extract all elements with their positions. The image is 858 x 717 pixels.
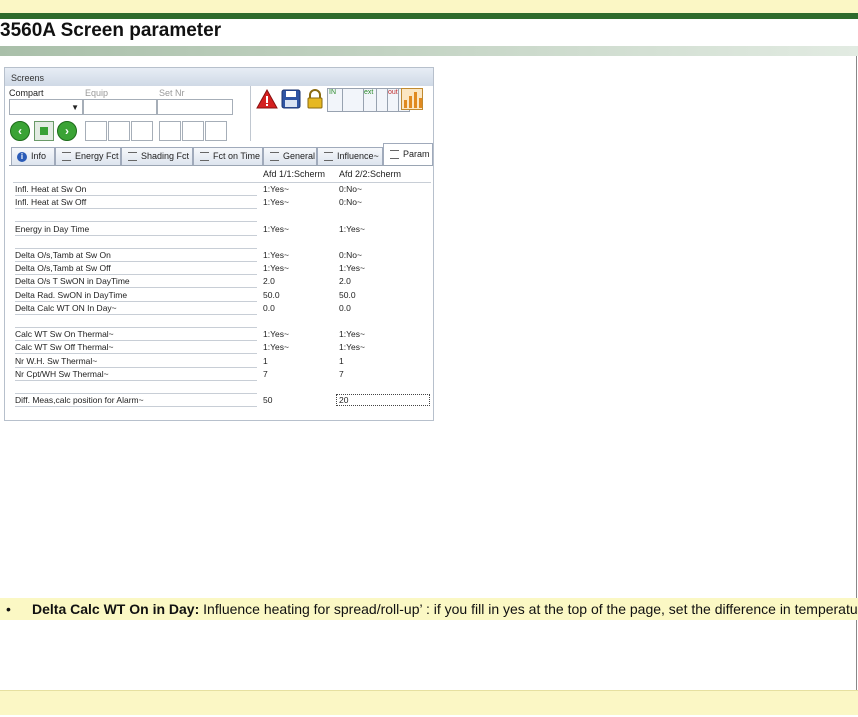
back-arrow-icon[interactable]: ‹ bbox=[10, 121, 30, 141]
table-row[interactable] bbox=[13, 328, 431, 340]
param-name: Infl. Heat at Sw On bbox=[15, 184, 257, 196]
param-value-afd2[interactable]: 20 bbox=[336, 394, 430, 406]
param-value-afd2[interactable]: 1 bbox=[339, 355, 344, 366]
table-row[interactable] bbox=[13, 183, 431, 195]
param-value-afd2[interactable]: 1:Yes~ bbox=[339, 263, 365, 274]
grid-icon bbox=[324, 152, 333, 161]
out-meter-icon[interactable]: out bbox=[387, 88, 399, 112]
grid-icon bbox=[62, 152, 71, 161]
table-row[interactable] bbox=[13, 249, 431, 261]
param-value-afd2[interactable]: 50.0 bbox=[339, 289, 356, 300]
param-name: Nr W.H. Sw Thermal~ bbox=[15, 356, 257, 368]
table-row[interactable] bbox=[13, 223, 431, 235]
table-row[interactable] bbox=[13, 275, 431, 287]
tab-info[interactable]: i Info bbox=[11, 147, 55, 165]
bar-chart-icon[interactable] bbox=[401, 88, 423, 110]
param-name: Delta Calc WT ON In Day~ bbox=[15, 303, 257, 315]
param-value-afd2[interactable]: 2.0 bbox=[339, 276, 351, 287]
param-name bbox=[15, 210, 257, 222]
param-value-afd1[interactable]: 50 bbox=[263, 395, 273, 406]
param-value-afd1[interactable]: 1:Yes~ bbox=[263, 263, 289, 274]
step-box-2[interactable] bbox=[108, 121, 130, 141]
chevron-down-icon: ▼ bbox=[71, 103, 79, 112]
tab-param[interactable]: Param bbox=[383, 143, 433, 165]
panel-header-label: Screens bbox=[11, 73, 45, 83]
save-icon[interactable] bbox=[280, 88, 302, 110]
table-row[interactable] bbox=[13, 355, 431, 367]
tab-energy-fct[interactable]: Energy Fct bbox=[55, 147, 121, 165]
table-row[interactable] bbox=[13, 315, 431, 327]
table-row[interactable] bbox=[13, 302, 431, 314]
title-rule bbox=[0, 46, 858, 56]
param-value-afd1[interactable]: 7 bbox=[263, 368, 268, 379]
grid-icon bbox=[270, 152, 279, 161]
param-name bbox=[15, 316, 257, 328]
setnr-label: Set Nr bbox=[159, 88, 185, 98]
param-value-afd2[interactable]: 0:No~ bbox=[339, 197, 362, 208]
param-value-afd1[interactable]: 1:Yes~ bbox=[263, 223, 289, 234]
param-name: Delta Rad. SwON in DayTime bbox=[15, 290, 257, 302]
tab-general[interactable]: General bbox=[263, 147, 317, 165]
param-name: Delta O/s,Tamb at Sw On bbox=[15, 250, 257, 262]
top-band bbox=[0, 0, 858, 13]
step-box-6[interactable] bbox=[205, 121, 227, 141]
bullet: • bbox=[6, 601, 11, 617]
meter-icon[interactable] bbox=[342, 88, 364, 112]
param-value-afd1[interactable]: 1:Yes~ bbox=[263, 329, 289, 340]
param-name: Energy in Day Time bbox=[15, 224, 257, 236]
param-value-afd1[interactable]: 1 bbox=[263, 355, 268, 366]
step-box-3[interactable] bbox=[131, 121, 153, 141]
screens-panel bbox=[4, 67, 434, 421]
grid-icon bbox=[390, 150, 399, 159]
param-name: Infl. Heat at Sw Off bbox=[15, 197, 257, 209]
table-row[interactable] bbox=[13, 341, 431, 353]
step-box-4[interactable] bbox=[159, 121, 181, 141]
param-name: Nr Cpt/WH Sw Thermal~ bbox=[15, 369, 257, 381]
ext-meter-icon[interactable]: ext bbox=[363, 88, 377, 112]
page-title: 3560A Screen parameter bbox=[0, 20, 222, 41]
toolbar-divider bbox=[250, 86, 251, 141]
header-green-bar bbox=[0, 13, 858, 19]
column-header-1: Afd 1/1:Scherm bbox=[263, 169, 326, 179]
tab-strip bbox=[9, 143, 433, 166]
compart-label: Compart bbox=[9, 88, 44, 98]
param-name: Delta O/s T SwON in DayTime bbox=[15, 276, 257, 288]
list-item-highlighted: • Delta Calc WT On in Day: Influence heating for spread/roll-up’ : if you fill in yes at the top of the page, set the difference in temperatu bbox=[0, 598, 858, 620]
alarm-icon[interactable] bbox=[256, 88, 278, 110]
compart-select[interactable] bbox=[9, 99, 83, 115]
equip-label: Equip bbox=[85, 88, 109, 98]
lock-icon[interactable] bbox=[304, 88, 326, 110]
table-row[interactable] bbox=[13, 394, 431, 406]
param-value-afd1[interactable]: 50.0 bbox=[263, 289, 280, 300]
table-row[interactable] bbox=[13, 368, 431, 380]
tab-fct-on-time[interactable]: Fct on Time bbox=[193, 147, 263, 165]
param-name bbox=[15, 382, 257, 394]
param-value-afd1[interactable]: 0.0 bbox=[263, 302, 275, 313]
in-meter-icon[interactable]: IN bbox=[327, 88, 343, 112]
info-icon: i bbox=[17, 152, 27, 162]
param-value-afd1[interactable]: 1:Yes~ bbox=[263, 184, 289, 194]
step-box-5[interactable] bbox=[182, 121, 204, 141]
param-value-afd2[interactable]: 0:No~ bbox=[339, 250, 362, 260]
table-row[interactable] bbox=[13, 196, 431, 208]
tab-influence[interactable]: Influence~ bbox=[317, 147, 383, 165]
param-value-afd2[interactable]: 0:No~ bbox=[339, 184, 362, 194]
table-row[interactable] bbox=[13, 209, 431, 221]
equip-input[interactable] bbox=[83, 99, 157, 115]
bottom-band bbox=[0, 690, 858, 715]
param-name bbox=[15, 237, 257, 249]
tab-shading-fct[interactable]: Shading Fct bbox=[121, 147, 193, 165]
param-value-afd2[interactable]: 1:Yes~ bbox=[339, 223, 365, 234]
param-value-afd2[interactable]: 0.0 bbox=[339, 302, 351, 313]
param-name: Delta O/s,Tamb at Sw Off bbox=[15, 263, 257, 275]
table-row[interactable] bbox=[13, 262, 431, 274]
param-value-afd1[interactable]: 1:Yes~ bbox=[263, 250, 289, 260]
step-box-1[interactable] bbox=[85, 121, 107, 141]
table-row[interactable] bbox=[13, 289, 431, 301]
grid-icon bbox=[200, 152, 209, 161]
param-value-afd1[interactable]: 2.0 bbox=[263, 276, 275, 287]
param-value-afd1[interactable]: 1:Yes~ bbox=[263, 342, 289, 353]
param-name: Diff. Meas,calc position for Alarm~ bbox=[15, 395, 257, 407]
grid-icon bbox=[128, 152, 137, 161]
param-name: Calc WT Sw On Thermal~ bbox=[15, 329, 257, 341]
param-value-afd2[interactable]: 1:Yes~ bbox=[339, 329, 365, 340]
param-name: Calc WT Sw Off Thermal~ bbox=[15, 342, 257, 354]
panel-header bbox=[5, 68, 433, 86]
param-value-afd2[interactable]: 7 bbox=[339, 368, 344, 379]
table-row[interactable] bbox=[13, 381, 431, 393]
column-header-2: Afd 2/2:Scherm bbox=[339, 169, 402, 179]
stop-icon[interactable] bbox=[34, 121, 54, 141]
table-row[interactable] bbox=[13, 236, 431, 248]
setnr-input[interactable] bbox=[157, 99, 233, 115]
param-value-afd2[interactable]: 1:Yes~ bbox=[339, 342, 365, 353]
param-value-afd1[interactable]: 1:Yes~ bbox=[263, 197, 289, 208]
forward-arrow-icon[interactable]: › bbox=[57, 121, 77, 141]
